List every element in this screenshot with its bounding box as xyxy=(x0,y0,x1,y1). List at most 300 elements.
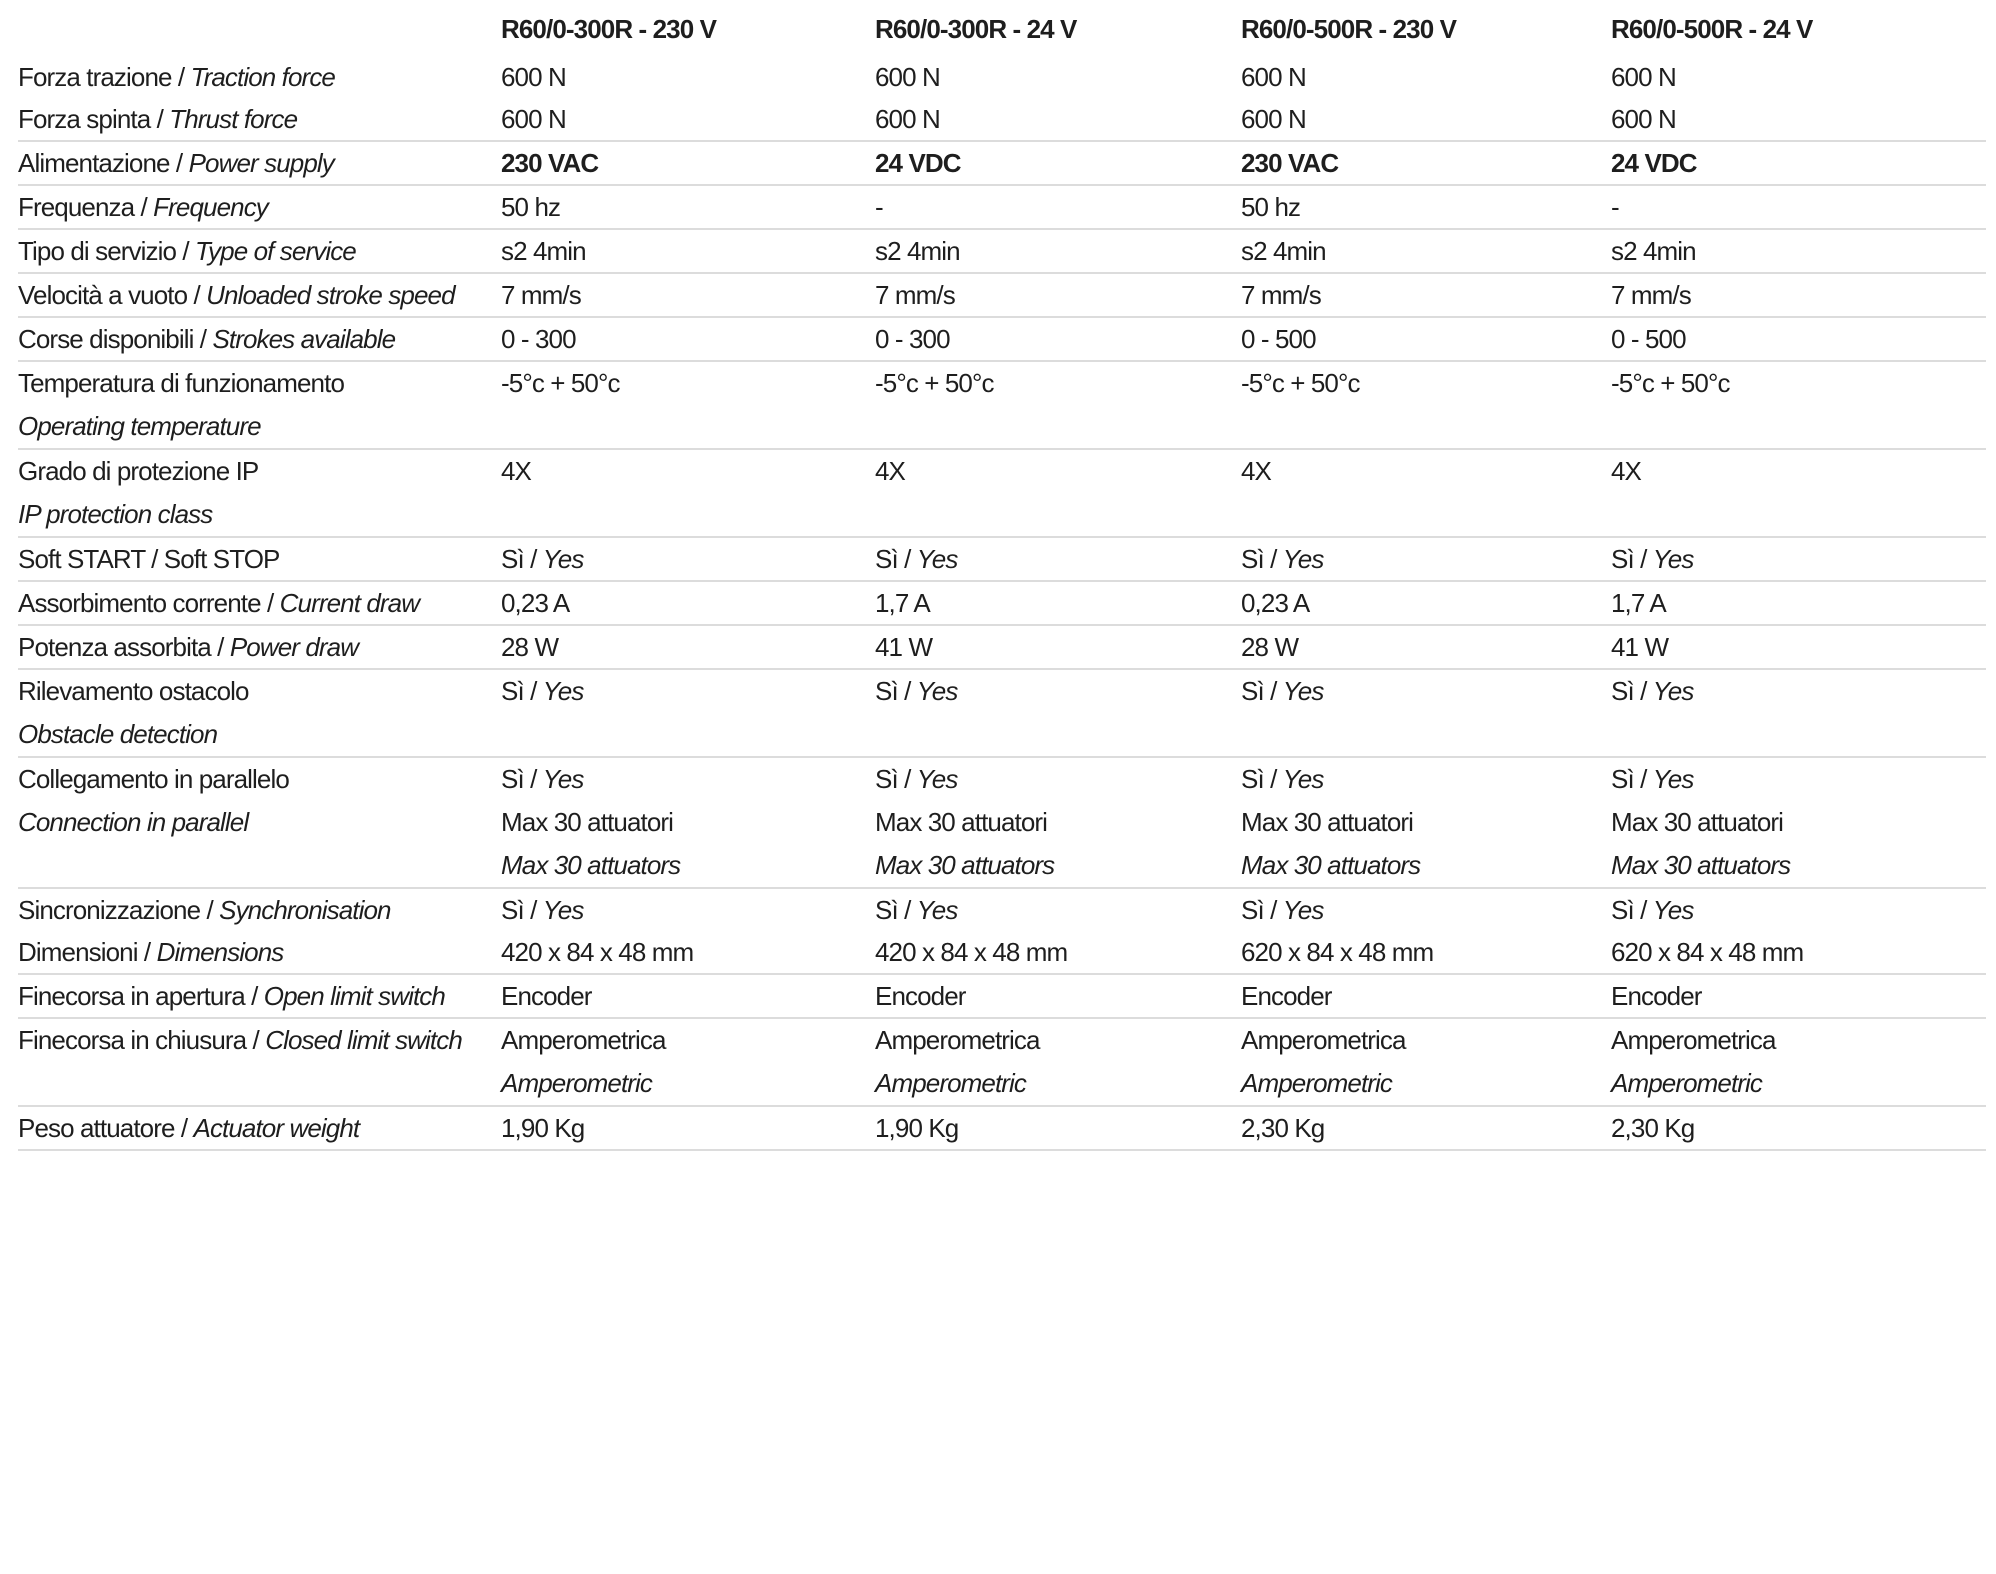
cell-line xyxy=(1611,670,1986,713)
text-italic: Unloaded stroke speed xyxy=(206,280,455,310)
cell-line xyxy=(875,450,1241,493)
spec-value xyxy=(1241,931,1611,973)
text-italic: Yes xyxy=(916,895,958,925)
spec-label xyxy=(18,889,501,931)
cell-line xyxy=(18,626,501,668)
cell-line xyxy=(1611,1107,1986,1149)
cell-line xyxy=(18,493,501,536)
header-row xyxy=(18,6,1986,52)
text-italic: Traction force xyxy=(190,62,335,92)
text-normal: 230 VAC xyxy=(1241,148,1339,178)
spec-value xyxy=(875,142,1241,184)
spec-value xyxy=(1241,450,1611,536)
text-normal: Corse disponibili / xyxy=(18,324,213,354)
text-italic: Amperometric xyxy=(501,1068,653,1098)
text-normal: 600 N xyxy=(1241,104,1306,134)
spec-value xyxy=(1241,362,1611,448)
spec-row xyxy=(18,582,1986,626)
cell-line xyxy=(875,975,1241,1017)
spec-value xyxy=(1611,142,1986,184)
cell-line xyxy=(1611,889,1986,931)
text-italic: Actuator weight xyxy=(193,1113,360,1143)
spec-row xyxy=(18,318,1986,362)
spec-row xyxy=(18,450,1986,538)
text-normal: Velocità a vuoto / xyxy=(18,280,207,310)
text-normal: Sì / xyxy=(1611,676,1653,706)
text-normal: 620 x 84 x 48 mm xyxy=(1241,937,1434,967)
spec-value xyxy=(1611,1107,1986,1149)
spec-value xyxy=(1241,582,1611,624)
spec-row xyxy=(18,758,1986,889)
text-italic: Operating temperature xyxy=(18,411,261,441)
spec-row xyxy=(18,931,1986,975)
text-italic: Yes xyxy=(1652,895,1694,925)
text-normal: Finecorsa in chiusura / xyxy=(18,1025,266,1055)
spec-row xyxy=(18,142,1986,186)
text-normal: Forza spinta / xyxy=(18,104,170,134)
text-italic: Yes xyxy=(916,544,958,574)
cell-line xyxy=(18,1019,501,1062)
cell-line xyxy=(18,362,501,405)
cell-line xyxy=(501,801,875,844)
cell-line xyxy=(18,582,501,624)
text-italic: Max 30 attuators xyxy=(1241,850,1421,880)
cell-line xyxy=(1241,274,1611,316)
spec-value xyxy=(1241,538,1611,580)
cell-line xyxy=(1241,318,1611,360)
cell-line xyxy=(1241,1107,1611,1149)
text-normal: Sì / xyxy=(501,764,543,794)
spec-value xyxy=(875,670,1241,756)
spec-row xyxy=(18,1019,1986,1107)
spec-value xyxy=(501,538,875,580)
cell-line xyxy=(875,889,1241,931)
spec-value xyxy=(1611,230,1986,272)
cell-line xyxy=(875,362,1241,405)
text-normal: 41 W xyxy=(875,632,933,662)
text-italic: Power supply xyxy=(188,148,334,178)
cell-line xyxy=(1611,318,1986,360)
cell-line xyxy=(1241,98,1611,140)
spec-value xyxy=(1611,362,1986,448)
text-italic: Max 30 attuators xyxy=(875,850,1055,880)
spec-value xyxy=(875,98,1241,140)
cell-line xyxy=(1611,538,1986,580)
spec-row xyxy=(18,538,1986,582)
text-normal: 600 N xyxy=(875,104,940,134)
text-normal: 0,23 A xyxy=(501,588,570,618)
spec-value xyxy=(501,758,875,887)
spec-row xyxy=(18,889,1986,931)
spec-value xyxy=(1241,626,1611,668)
text-italic: Yes xyxy=(916,676,958,706)
text-normal: Sì / xyxy=(875,676,917,706)
spec-value xyxy=(1611,538,1986,580)
text-italic: Dimensions xyxy=(156,937,284,967)
text-italic: Yes xyxy=(1652,764,1694,794)
cell-line xyxy=(1241,186,1611,228)
text-normal: Max 30 attuatori xyxy=(1611,807,1784,837)
cell-line xyxy=(501,98,875,140)
cell-line xyxy=(1611,582,1986,624)
cell-line xyxy=(875,670,1241,713)
spec-value xyxy=(501,1019,875,1105)
text-normal: 420 x 84 x 48 mm xyxy=(501,937,694,967)
cell-line xyxy=(501,1107,875,1149)
text-normal: 7 mm/s xyxy=(1241,280,1321,310)
spec-rows xyxy=(18,56,1986,1151)
cell-line xyxy=(1611,230,1986,272)
text-normal: Sì / xyxy=(1241,544,1283,574)
header-label-cell xyxy=(18,6,501,52)
text-italic: Type of service xyxy=(195,236,356,266)
spec-value xyxy=(1241,1019,1611,1105)
spec-value xyxy=(875,975,1241,1017)
spec-value xyxy=(1611,186,1986,228)
cell-line xyxy=(1611,56,1986,98)
text-normal: Max 30 attuatori xyxy=(501,807,674,837)
text-normal: - xyxy=(875,192,883,222)
text-normal: Rilevamento ostacolo xyxy=(18,676,249,706)
text-normal: Encoder xyxy=(1611,981,1702,1011)
spec-value xyxy=(1611,975,1986,1017)
cell-line xyxy=(501,844,875,887)
cell-line xyxy=(1611,98,1986,140)
text-normal: s2 4min xyxy=(501,236,586,266)
cell-line xyxy=(18,538,501,580)
spec-value xyxy=(501,56,875,98)
text-italic: Yes xyxy=(542,676,584,706)
cell-line xyxy=(1611,758,1986,801)
spec-value xyxy=(1241,230,1611,272)
text-italic: Closed limit switch xyxy=(265,1025,462,1055)
cell-line xyxy=(875,582,1241,624)
cell-line xyxy=(501,538,875,580)
text-normal: 600 N xyxy=(875,62,940,92)
spec-label xyxy=(18,1019,501,1105)
cell-line xyxy=(1611,844,1986,887)
text-normal: 7 mm/s xyxy=(1611,280,1691,310)
cell-line xyxy=(18,186,501,228)
spec-row xyxy=(18,362,1986,450)
text-italic: Connection in parallel xyxy=(18,807,249,837)
cell-line xyxy=(18,142,501,184)
text-italic: Open limit switch xyxy=(263,981,445,1011)
spec-value xyxy=(501,230,875,272)
text-normal: Sincronizzazione / xyxy=(18,895,220,925)
cell-line xyxy=(18,931,501,973)
text-normal: -5°c + 50°c xyxy=(501,368,620,398)
text-normal: 41 W xyxy=(1611,632,1669,662)
text-italic: Yes xyxy=(542,895,584,925)
spec-value xyxy=(875,538,1241,580)
cell-line xyxy=(501,889,875,931)
spec-label xyxy=(18,582,501,624)
cell-line xyxy=(1241,758,1611,801)
text-normal: 24 VDC xyxy=(875,148,961,178)
text-normal: 7 mm/s xyxy=(501,280,581,310)
text-normal: Sì / xyxy=(875,544,917,574)
cell-line xyxy=(1241,889,1611,931)
cell-line xyxy=(501,230,875,272)
text-normal: Amperometrica xyxy=(1241,1025,1406,1055)
spec-value xyxy=(1611,56,1986,98)
cell-line xyxy=(501,450,875,493)
text-italic: Max 30 attuators xyxy=(1611,850,1791,880)
text-normal: -5°c + 50°c xyxy=(1611,368,1730,398)
spec-value xyxy=(1241,1107,1611,1149)
cell-line xyxy=(875,98,1241,140)
text-normal: Alimentazione / xyxy=(18,148,189,178)
spec-value xyxy=(1611,318,1986,360)
text-normal: 7 mm/s xyxy=(875,280,955,310)
spec-value xyxy=(1611,626,1986,668)
text-normal: 1,90 Kg xyxy=(875,1113,959,1143)
cell-line xyxy=(1611,362,1986,405)
text-italic: Synchronisation xyxy=(219,895,391,925)
spec-value xyxy=(1241,142,1611,184)
spec-value xyxy=(501,931,875,973)
spec-value xyxy=(501,975,875,1017)
cell-line xyxy=(875,56,1241,98)
text-normal: 4X xyxy=(1611,456,1642,486)
spec-value xyxy=(1241,274,1611,316)
spec-row xyxy=(18,1107,1986,1151)
spec-value xyxy=(501,450,875,536)
text-normal: Peso attuatore / xyxy=(18,1113,194,1143)
spec-label xyxy=(18,56,501,98)
cell-line xyxy=(501,274,875,316)
text-normal: 600 N xyxy=(1611,62,1676,92)
text-normal: 2,30 Kg xyxy=(1241,1113,1325,1143)
cell-line xyxy=(501,758,875,801)
text-italic: Thrust force xyxy=(169,104,298,134)
spec-label xyxy=(18,318,501,360)
cell-line xyxy=(875,538,1241,580)
spec-value xyxy=(1241,975,1611,1017)
text-normal: Forza trazione / xyxy=(18,62,191,92)
text-normal: Sì / xyxy=(501,895,543,925)
cell-line xyxy=(501,362,875,405)
cell-line xyxy=(1611,450,1986,493)
spec-value xyxy=(1241,670,1611,756)
spec-value xyxy=(501,1107,875,1149)
spec-row xyxy=(18,975,1986,1019)
text-normal: Sì / xyxy=(501,544,543,574)
spec-row xyxy=(18,670,1986,758)
spec-value xyxy=(875,56,1241,98)
cell-line xyxy=(18,450,501,493)
cell-line xyxy=(501,186,875,228)
text-normal: Sì / xyxy=(1611,895,1653,925)
cell-line xyxy=(1241,975,1611,1017)
cell-line xyxy=(1241,801,1611,844)
text-normal: Sì / xyxy=(1241,764,1283,794)
cell-line xyxy=(1611,142,1986,184)
spec-value xyxy=(501,362,875,448)
text-italic: Frequency xyxy=(153,192,268,222)
text-normal: 24 VDC xyxy=(1611,148,1697,178)
text-italic: Yes xyxy=(916,764,958,794)
text-italic: Yes xyxy=(1282,895,1324,925)
text-italic: Amperometric xyxy=(875,1068,1027,1098)
text-normal: 620 x 84 x 48 mm xyxy=(1611,937,1804,967)
text-normal: Encoder xyxy=(875,981,966,1011)
text-normal: 0 - 300 xyxy=(875,324,950,354)
text-normal: Sì / xyxy=(1611,544,1653,574)
spec-value xyxy=(501,186,875,228)
cell-line xyxy=(1611,186,1986,228)
text-normal: 28 W xyxy=(501,632,559,662)
cell-line xyxy=(1611,1062,1986,1105)
text-normal: Sì / xyxy=(1611,764,1653,794)
cell-line xyxy=(1241,450,1611,493)
spec-label xyxy=(18,362,501,448)
cell-line xyxy=(1241,844,1611,887)
text-normal: Tipo di servizio / xyxy=(18,236,195,266)
text-normal: Max 30 attuatori xyxy=(1241,807,1414,837)
cell-line xyxy=(875,801,1241,844)
spec-value xyxy=(875,450,1241,536)
text-normal: 1,90 Kg xyxy=(501,1113,585,1143)
cell-line xyxy=(18,56,501,98)
text-normal: 420 x 84 x 48 mm xyxy=(875,937,1068,967)
model-header: R60/0-300R - 24 V xyxy=(875,14,1077,44)
cell-line xyxy=(875,1062,1241,1105)
spec-value xyxy=(501,98,875,140)
spec-value xyxy=(1611,889,1986,931)
spec-label xyxy=(18,1107,501,1149)
spec-value xyxy=(875,758,1241,887)
spec-label xyxy=(18,670,501,756)
cell-line xyxy=(18,713,501,756)
spec-row xyxy=(18,98,1986,142)
cell-line xyxy=(875,1107,1241,1149)
text-normal: 600 N xyxy=(1241,62,1306,92)
spec-value xyxy=(1241,98,1611,140)
cell-line xyxy=(875,626,1241,668)
text-normal: Sì / xyxy=(875,895,917,925)
text-italic: Max 30 attuators xyxy=(501,850,681,880)
cell-line xyxy=(1611,626,1986,668)
cell-line xyxy=(875,186,1241,228)
text-normal: 50 hz xyxy=(501,192,561,222)
text-italic: Yes xyxy=(1282,676,1324,706)
text-normal: Potenza assorbita / xyxy=(18,632,230,662)
cell-line xyxy=(18,975,501,1017)
text-normal: 600 N xyxy=(501,104,566,134)
spec-label xyxy=(18,626,501,668)
text-normal: Sì / xyxy=(875,764,917,794)
text-italic: Current draw xyxy=(279,588,420,618)
cell-line xyxy=(875,230,1241,272)
cell-line xyxy=(18,889,501,931)
text-normal: 50 hz xyxy=(1241,192,1301,222)
spec-row xyxy=(18,230,1986,274)
spec-value xyxy=(875,1107,1241,1149)
cell-line xyxy=(875,318,1241,360)
spec-row xyxy=(18,186,1986,230)
spec-value xyxy=(501,582,875,624)
text-normal: Amperometrica xyxy=(875,1025,1040,1055)
text-normal: 28 W xyxy=(1241,632,1299,662)
text-normal: Encoder xyxy=(1241,981,1332,1011)
text-italic: IP protection class xyxy=(18,499,213,529)
spec-label xyxy=(18,186,501,228)
cell-line xyxy=(18,405,501,448)
text-normal: Frequenza / xyxy=(18,192,154,222)
cell-line xyxy=(1241,582,1611,624)
spec-value xyxy=(875,186,1241,228)
cell-line xyxy=(875,142,1241,184)
cell-line xyxy=(1241,1062,1611,1105)
cell-line xyxy=(1241,538,1611,580)
spec-value xyxy=(1241,758,1611,887)
cell-line xyxy=(1241,670,1611,713)
spec-value xyxy=(1611,670,1986,756)
spec-label xyxy=(18,931,501,973)
spec-label xyxy=(18,758,501,887)
text-italic: Yes xyxy=(1652,544,1694,574)
cell-line xyxy=(18,758,501,801)
cell-line xyxy=(501,582,875,624)
text-normal: 4X xyxy=(875,456,906,486)
spec-value xyxy=(1611,1019,1986,1105)
text-normal: Collegamento in parallelo xyxy=(18,764,289,794)
spec-label xyxy=(18,142,501,184)
spec-row xyxy=(18,56,1986,98)
text-normal: Grado di protezione IP xyxy=(18,456,259,486)
text-italic: Power draw xyxy=(229,632,359,662)
spec-table xyxy=(18,6,1986,1151)
spec-label xyxy=(18,98,501,140)
spec-value xyxy=(1611,274,1986,316)
spec-value xyxy=(875,931,1241,973)
spec-value xyxy=(501,889,875,931)
model-header: R60/0-500R - 24 V xyxy=(1611,14,1813,44)
spec-value xyxy=(1241,318,1611,360)
text-normal: 600 N xyxy=(1611,104,1676,134)
cell-line xyxy=(18,318,501,360)
text-normal: 1,7 A xyxy=(1611,588,1666,618)
text-normal: 2,30 Kg xyxy=(1611,1113,1695,1143)
text-normal: Sì / xyxy=(501,676,543,706)
text-italic: Yes xyxy=(1282,764,1324,794)
text-normal: Sì / xyxy=(1241,676,1283,706)
cell-line xyxy=(501,318,875,360)
spec-value xyxy=(875,362,1241,448)
cell-line xyxy=(875,274,1241,316)
text-italic: Yes xyxy=(1282,544,1324,574)
text-normal: Assorbimento corrente / xyxy=(18,588,280,618)
text-normal: Dimensioni / xyxy=(18,937,157,967)
cell-line xyxy=(1241,931,1611,973)
text-normal: 0,23 A xyxy=(1241,588,1310,618)
spec-value xyxy=(501,142,875,184)
spec-label xyxy=(18,975,501,1017)
spec-value xyxy=(875,1019,1241,1105)
spec-value xyxy=(1241,889,1611,931)
cell-line xyxy=(875,1019,1241,1062)
text-normal: Sì / xyxy=(1241,895,1283,925)
text-normal: -5°c + 50°c xyxy=(875,368,994,398)
spec-value xyxy=(875,582,1241,624)
cell-line xyxy=(1611,274,1986,316)
text-normal: 230 VAC xyxy=(501,148,599,178)
cell-line xyxy=(18,274,501,316)
text-normal: Soft START / Soft STOP xyxy=(18,544,280,574)
spec-label xyxy=(18,450,501,536)
